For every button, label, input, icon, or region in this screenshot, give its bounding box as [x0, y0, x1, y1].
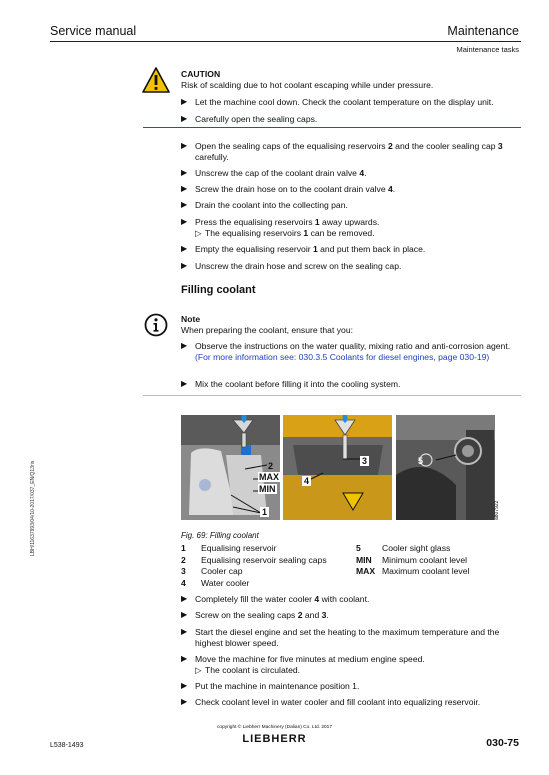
step-press-reservoirs: ▶ Press the equalising reservoirs 1 away upwards. ▷ The equalising reservoirs 1 can be removed.	[181, 217, 521, 238]
legend-item: 4 Water cooler	[181, 577, 250, 588]
step-unscrew-cap: ▶ Unscrew the cap of the coolant drain valve 4.	[181, 168, 367, 178]
side-document-code: LBH/11637993/04/10-2017/037_EN/Q13ris	[30, 460, 36, 556]
callout-min: MIN	[259, 484, 276, 494]
step-result: ▷ The coolant is circulated.	[195, 664, 301, 675]
figure-image-code: a807922	[494, 500, 500, 520]
step-maintenance-position: ▶ Put the machine in maintenance position 1.	[181, 681, 360, 691]
step-result: ▷ The equalising reservoirs 1 can be removed.	[195, 227, 375, 238]
bullet-arrow-icon: ▶	[181, 141, 188, 150]
legend-item: 5 Cooler sight glass	[356, 543, 451, 553]
footer-doc-code: L538-1493	[50, 742, 84, 749]
step-check-level: ▶ Check coolant level in water cooler and fill coolant into equalizing reservoir.	[181, 697, 481, 707]
figure-legend-right	[356, 543, 469, 578]
legend-item: 1 Equalising reservoir	[181, 543, 277, 553]
note-item: ▶ Mix the coolant before filling it into the cooling system.	[181, 379, 401, 389]
bullet-arrow-icon: ▶	[181, 114, 188, 123]
step-open-caps: ▶ Open the sealing caps of the equalising reservoirs 2 and the cooler sealing cap 3 carefully.	[181, 141, 503, 162]
warning-triangle-icon	[142, 67, 170, 93]
figure-caption: Fig. 69: Filling coolant	[181, 531, 259, 540]
note-bottom-rule	[143, 395, 521, 396]
header-subsection: Maintenance tasks	[456, 45, 519, 54]
bullet-arrow-icon: ▶	[181, 261, 188, 270]
bullet-arrow-icon: ▶	[181, 610, 188, 619]
caution-title: CAUTION	[181, 69, 221, 79]
result-arrow-icon: ▷	[195, 227, 202, 238]
figure-photo-sight-glass	[396, 415, 495, 520]
footer-copyright: copyright © Liebherr Machinery (Dalian) Co. Ltd. 2017	[217, 725, 332, 730]
bullet-arrow-icon: ▶	[181, 627, 188, 636]
result-arrow-icon: ▷	[195, 664, 202, 675]
header-manual-title: Service manual	[50, 24, 137, 38]
caution-bottom-rule	[143, 127, 521, 128]
caution-step: ▶ Let the machine cool down. Check the coolant temperature on the display unit.	[181, 97, 494, 107]
footer-page-number: 030-75	[486, 737, 519, 749]
step-empty-reservoir: ▶ Empty the equalising reservoir 1 and put them back in place.	[181, 244, 426, 254]
callout-3: 3	[362, 456, 368, 466]
callout-5: 5	[418, 456, 424, 466]
figure-photo-reservoirs	[181, 415, 280, 520]
note-item: ▶ Observe the instructions on the water quality, mixing ratio and anti-corrosion agent. (For more information see: 030.3.5 Coolants for diesel engines, page 030-19)	[181, 341, 511, 362]
bullet-arrow-icon: ▶	[181, 654, 188, 663]
coolant-reference-link[interactable]: (For more information see: 030.3.5 Coolants for diesel engines, page 030-19)	[195, 351, 490, 362]
info-icon	[144, 313, 168, 337]
legend-item: MIN Minimum coolant level	[356, 554, 468, 565]
step-start-engine: ▶ Start the diesel engine and set the heating to the maximum temperature and the highest blower speed.	[181, 627, 500, 648]
step-screw-caps: ▶ Screw on the sealing caps 2 and 3.	[181, 610, 329, 620]
caution-step: ▶ Carefully open the sealing caps.	[181, 114, 318, 124]
step-unscrew-hose: ▶ Unscrew the drain hose and screw on the sealing cap.	[181, 261, 402, 271]
bullet-arrow-icon: ▶	[181, 97, 188, 106]
callout-max: MAX	[259, 472, 279, 482]
caution-text: Risk of scalding due to hot coolant escaping while under pressure.	[181, 80, 434, 90]
step-move-machine: ▶ Move the machine for five minutes at medium engine speed. ▷ The coolant is circulated.	[181, 654, 521, 675]
bullet-arrow-icon: ▶	[181, 594, 188, 603]
legend-item: 2 Equalising reservoir sealing caps	[181, 554, 327, 565]
bullet-arrow-icon: ▶	[181, 379, 188, 388]
header-section-title: Maintenance	[447, 24, 519, 38]
note-title: Note	[181, 314, 201, 324]
legend-item: MAX Maximum coolant level	[356, 566, 470, 576]
callout-1: 1	[262, 507, 268, 517]
step-fill-cooler: ▶ Completely fill the water cooler 4 with coolant.	[181, 594, 370, 604]
bullet-arrow-icon: ▶	[181, 217, 188, 226]
step-drain: ▶ Drain the coolant into the collecting pan.	[181, 200, 348, 210]
figure-photo-cooler	[283, 415, 392, 520]
callout-4: 4	[304, 476, 310, 486]
bullet-arrow-icon: ▶	[181, 341, 188, 350]
bullet-arrow-icon: ▶	[181, 681, 188, 690]
note-text: When preparing the coolant, ensure that you:	[181, 325, 353, 335]
bullet-arrow-icon: ▶	[181, 200, 188, 209]
section-title: Filling coolant	[181, 284, 256, 296]
step-screw-hose: ▶ Screw the drain hose on to the coolant drain valve 4.	[181, 184, 396, 194]
bullet-arrow-icon: ▶	[181, 697, 188, 706]
callout-2: 2	[268, 461, 274, 471]
header-rule	[50, 41, 521, 42]
figure-legend-left	[181, 543, 327, 589]
bullet-arrow-icon: ▶	[181, 184, 188, 193]
bullet-arrow-icon: ▶	[181, 244, 188, 253]
brand-logo: LIEBHERR	[242, 733, 307, 745]
bullet-arrow-icon: ▶	[181, 168, 188, 177]
legend-item: 3 Cooler cap	[181, 566, 243, 576]
